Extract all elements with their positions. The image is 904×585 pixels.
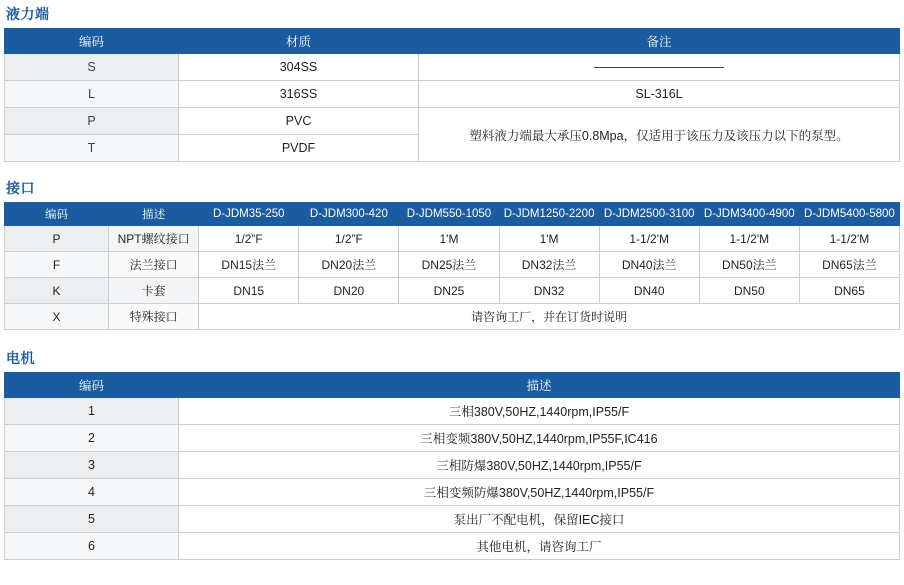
cell-desc: 泵出厂不配电机，保留IEC接口 xyxy=(179,506,900,533)
cell-material: PVDF xyxy=(179,135,419,162)
cell-code: 2 xyxy=(5,425,179,452)
cell-value: 1-1/2'M xyxy=(699,226,799,252)
cell-desc: 其他电机，请咨询工厂 xyxy=(179,533,900,560)
section-motor xyxy=(4,348,900,560)
table-row xyxy=(5,226,900,252)
cell-desc: 卡套 xyxy=(109,278,199,304)
column-header-desc: 描述 xyxy=(179,373,900,398)
cell-code: X xyxy=(5,304,109,330)
cell-value: DN32法兰 xyxy=(499,252,599,278)
cell-material: 304SS xyxy=(179,54,419,81)
table-row xyxy=(5,278,900,304)
cell-code: P xyxy=(5,226,109,252)
cell-desc: 三相380V,50HZ,1440rpm,IP55/F xyxy=(179,398,900,425)
dash-line-icon xyxy=(594,67,724,68)
table-row xyxy=(5,398,900,425)
cell-desc: 特殊接口 xyxy=(109,304,199,330)
cell-value: DN25法兰 xyxy=(399,252,499,278)
cell-code: K xyxy=(5,278,109,304)
cell-desc: NPT螺纹接口 xyxy=(109,226,199,252)
cell-code: 6 xyxy=(5,533,179,560)
table-row xyxy=(5,479,900,506)
cell-value: DN20 xyxy=(299,278,399,304)
table-row xyxy=(5,304,900,330)
cell-code: P xyxy=(5,108,179,135)
cell-material: PVC xyxy=(179,108,419,135)
table-row xyxy=(5,533,900,560)
cell-code: 3 xyxy=(5,452,179,479)
column-header-material: 材质 xyxy=(179,29,419,54)
table-row xyxy=(5,506,900,533)
section-title-interface: 接口 xyxy=(6,180,35,196)
cell-code: T xyxy=(5,135,179,162)
cell-value: DN32 xyxy=(499,278,599,304)
cell-code: F xyxy=(5,252,109,278)
cell-value: DN50法兰 xyxy=(699,252,799,278)
cell-code: L xyxy=(5,81,179,108)
cell-value: 1/2”F xyxy=(199,226,299,252)
column-header-model-1: D-JDM35-250 xyxy=(199,203,299,226)
cell-value: DN25 xyxy=(399,278,499,304)
table-row xyxy=(5,54,900,81)
table-row xyxy=(5,425,900,452)
table-header-row xyxy=(5,29,900,54)
cell-value: 1-1/2'M xyxy=(599,226,699,252)
column-header-model-4: D-JDM1250-2200 xyxy=(499,203,599,226)
cell-desc: 三相防爆380V,50HZ,1440rpm,IP55/F xyxy=(179,452,900,479)
column-header-model-6: D-JDM3400-4900 xyxy=(699,203,799,226)
cell-desc: 三相变频防爆380V,50HZ,1440rpm,IP55/F xyxy=(179,479,900,506)
column-header-model-5: D-JDM2500-3100 xyxy=(599,203,699,226)
cell-code: S xyxy=(5,54,179,81)
cell-value: DN15 xyxy=(199,278,299,304)
column-header-model-3: D-JDM550-1050 xyxy=(399,203,499,226)
cell-value: DN65 xyxy=(799,278,899,304)
cell-remark: SL-316L xyxy=(419,81,900,108)
cell-code: 4 xyxy=(5,479,179,506)
table-row xyxy=(5,452,900,479)
cell-desc: 法兰接口 xyxy=(109,252,199,278)
cell-code: 5 xyxy=(5,506,179,533)
column-header-desc: 描述 xyxy=(109,203,199,226)
cell-remark-dash xyxy=(419,54,900,81)
cell-value: 1/2”F xyxy=(299,226,399,252)
column-header-remark: 备注 xyxy=(419,29,900,54)
cell-value: 1-1/2'M xyxy=(799,226,899,252)
cell-value: DN50 xyxy=(699,278,799,304)
column-header-model-2: D-JDM300-420 xyxy=(299,203,399,226)
cell-value: DN40法兰 xyxy=(599,252,699,278)
cell-value: DN20法兰 xyxy=(299,252,399,278)
cell-value: DN65法兰 xyxy=(799,252,899,278)
section-hydraulic xyxy=(4,4,900,162)
cell-value: 1'M xyxy=(399,226,499,252)
table-row xyxy=(5,108,900,135)
table-header-row xyxy=(5,203,900,226)
column-header-model-7: D-JDM5400-5800 xyxy=(799,203,899,226)
spec-sheet-page xyxy=(0,4,904,560)
table-row xyxy=(5,81,900,108)
table-header-row xyxy=(5,373,900,398)
cell-desc: 三相变频380V,50HZ,1440rpm,IP55F,IC416 xyxy=(179,425,900,452)
interface-table xyxy=(4,202,900,330)
motor-table xyxy=(4,372,900,560)
section-title-hydraulic: 液力端 xyxy=(6,6,50,22)
cell-value: 1'M xyxy=(499,226,599,252)
section-interface xyxy=(4,178,900,330)
column-header-code: 编码 xyxy=(5,373,179,398)
cell-note-merged: 请咨询工厂，并在订货时说明 xyxy=(199,304,900,330)
cell-material: 316SS xyxy=(179,81,419,108)
cell-remark-merged: 塑料液力端最大承压0.8Mpa，仅适用于该压力及该压力以下的泵型。 xyxy=(419,108,900,162)
column-header-code: 编码 xyxy=(5,203,109,226)
column-header-code: 编码 xyxy=(5,29,179,54)
cell-value: DN15法兰 xyxy=(199,252,299,278)
hydraulic-table xyxy=(4,28,900,162)
cell-code: 1 xyxy=(5,398,179,425)
table-row xyxy=(5,252,900,278)
cell-value: DN40 xyxy=(599,278,699,304)
section-title-motor: 电机 xyxy=(6,350,35,366)
